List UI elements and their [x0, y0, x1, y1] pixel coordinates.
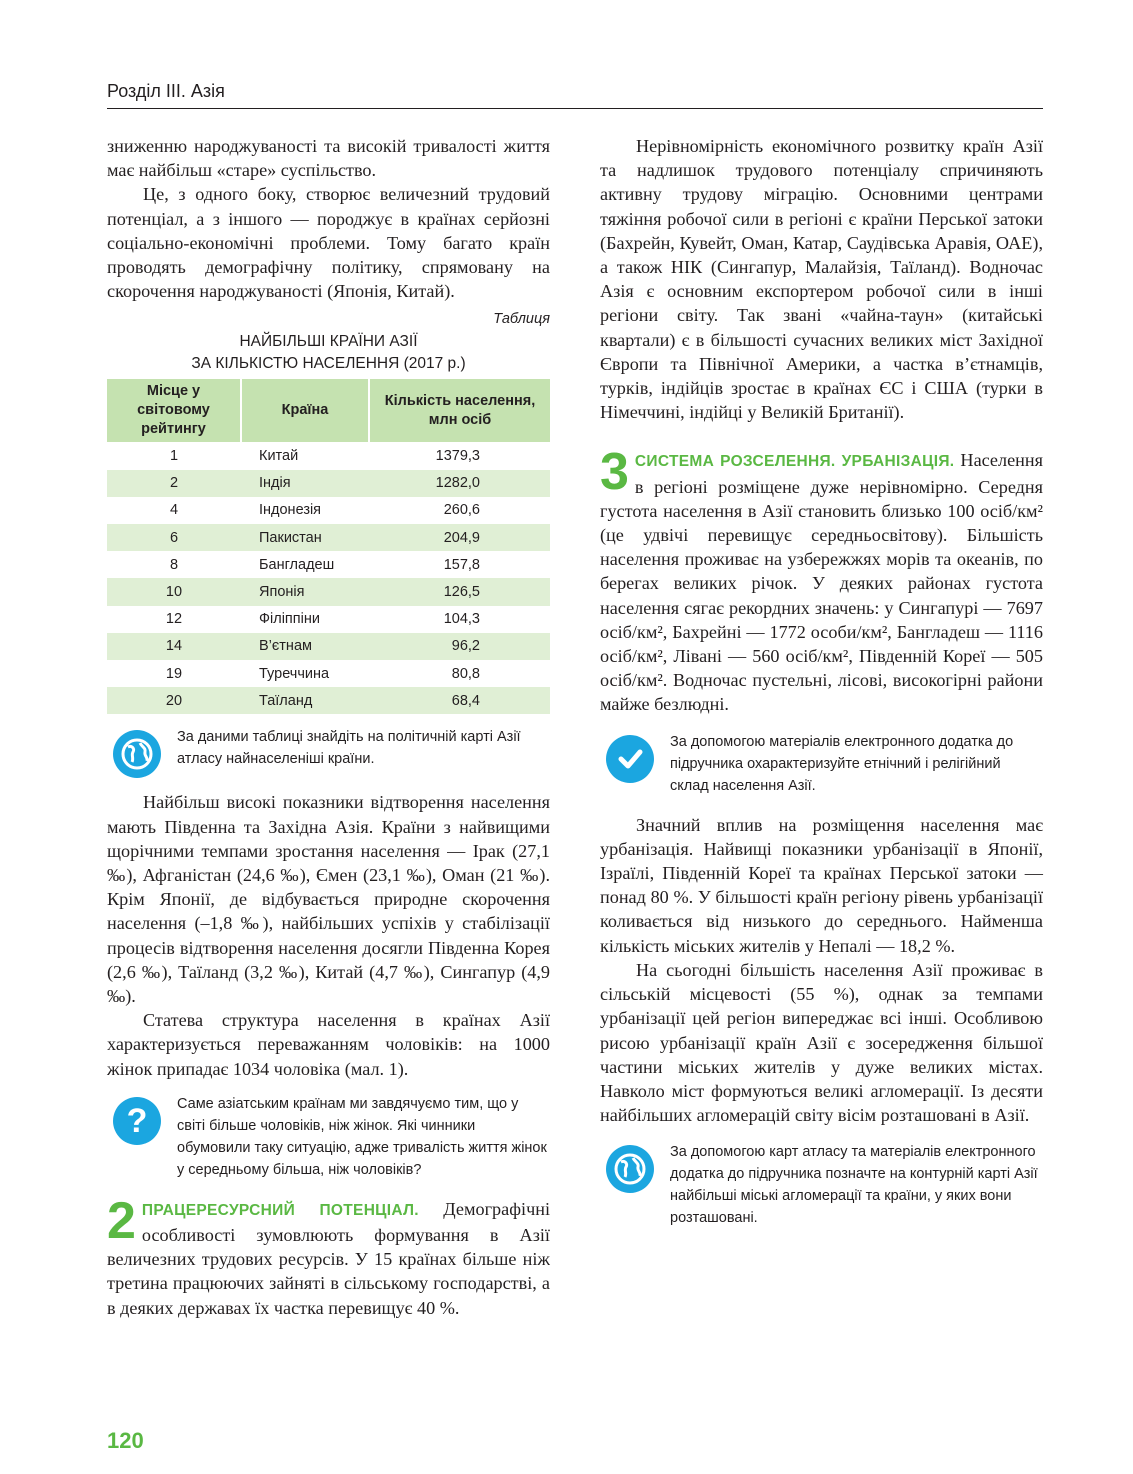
cell-country: Пакистан [241, 524, 369, 551]
section-2 [107, 1191, 550, 1320]
header-title: Розділ ІІІ. Азія [107, 81, 225, 101]
check-icon [606, 735, 654, 783]
cell-country: Індонезія [259, 502, 322, 519]
note-text: За допомогою матеріалів електронного додатка до підручника охарактеризуйте етнічний і релігійний склад населення Азії. [670, 733, 1014, 794]
cell-rank: 4 [169, 502, 179, 519]
cell-country: Бангладеш [259, 556, 335, 573]
cell-rank: 8 [169, 556, 179, 573]
cell-population: 260,6 [443, 502, 480, 519]
globe-icon [606, 1145, 654, 1193]
cell-population: 1282,0 [369, 470, 550, 497]
cell-population: 126,5 [369, 578, 550, 605]
table-row [107, 687, 550, 714]
cell-population: 104,3 [443, 611, 480, 628]
right-paragraph-1: Нерівномірність економічного розвитку країн Азії та надлишок трудового потенціалу спричиняють активну трудову міграцію. Основними центрами тяжіння робочої сили в регіоні є країни Перської затоки (Бахрейн, Кувейт, Оман, Катар, Саудівська Аравія, ОАЕ), а також НІК (Сингапур, Малайзія, Таїланд). Водночас Азія є основним експортером робочої сили в інші регіони світу. Так звані «чайна-таун» (китайські квартали) є в більшості сучасних великих міст Західної Європи та Північної Америки, а частка в’єтнамців, турків, індійців зростає в країнах ЄС і США (турки в Німеччині, індійці у Великій Британії). [600, 136, 1043, 423]
cell-rank: 2 [107, 470, 241, 497]
table-row [107, 578, 550, 605]
table-title-line-2: ЗА КІЛЬКІСТЮ НАСЕЛЕННЯ (2017 р.) [191, 355, 466, 373]
table-header-population: Кількість населення, млн осіб [369, 379, 550, 442]
cell-rank: 10 [107, 578, 241, 605]
cell-rank: 6 [107, 524, 241, 551]
section-3 [600, 443, 1043, 716]
section-heading: СИСТЕМА РОЗСЕЛЕННЯ. УРБАНІЗАЦІЯ. [634, 453, 955, 471]
note-check [600, 731, 1043, 797]
note-globe-2 [600, 1141, 1043, 1229]
cell-country: В’єтнам [241, 633, 369, 660]
table-header-rank: Місце у світовому рейтингу [107, 379, 241, 442]
cell-country: Філіппіни [259, 611, 320, 628]
cell-population: 1379,3 [435, 448, 480, 465]
left-paragraph-2: Це, з одного боку, створює величезний трудовий потенціал, а з іншого — породжує в країнах серйозні соціально-економічні проблеми. Тому багато країн проводять демографічну політику, спрямовану на скорочення народжуваності (Японія, Китай). [107, 184, 550, 302]
section-2-text [107, 1191, 550, 1320]
table-row [107, 551, 550, 578]
table-title-line-1: НАЙБІЛЬШІ КРАЇНИ АЗІЇ [239, 333, 418, 351]
section-body: Населення в регіоні розміщене дуже нерівномірно. Середня густота населення в Азії становить близько 100 осіб/км² (це удвічі перевищує середньосвітову). Більшість населення проживає на узбережжях морів та океанів, по берегах великих річок. У деяких районах густота населення сягає рекордних значень: у Сингапурі — 7697 осіб/км², Бахрейні — 1772 особи/км², Бангладеш — 1116 осіб/км², Лівані — 560 осіб/км², Південній Кореї — 505 осіб/км². Водночас пустельні, лісові, високогірні райони майже безлюдні. [600, 450, 1043, 715]
section-3-text [600, 443, 1043, 716]
note-question [107, 1093, 550, 1181]
table-header-row [107, 379, 550, 442]
table-row [107, 524, 550, 551]
note-globe-1 [107, 726, 550, 778]
table-row [107, 606, 550, 633]
cell-population: 68,4 [369, 687, 550, 714]
globe-icon [113, 730, 161, 778]
section-body: Демографічні особливості зумовлюють формування в Азії величезних трудових ресурсів. У 15 країнах більше ніж третина працюючих зайняті в сільському господарстві, а в деяких державах їх частка перевищує 40 %. [107, 1198, 550, 1318]
cell-population: 204,9 [369, 524, 550, 551]
left-column [107, 134, 550, 1320]
left-paragraph-4: Статева структура населення в країнах Азії характеризується переважанням чоловіків: на 1000 жінок припадає 1034 чоловіка (мал. 1). [107, 1010, 550, 1079]
cell-rank: 12 [165, 611, 183, 628]
left-paragraph-3: Найбільш високі показники відтворення населення мають Південна та Західна Азія. Країни з найвищими щорічними темпами зростання населення — Ірак (27,1 ‰), Афганістан (24,6 ‰), Ємен (23,1 ‰), Оман (21 ‰). Крім Японії, де відбувається природне скорочення населення (–1,8 ‰), найбільших успіхів у стабілізації процесів відтворення населення досягли Південна Корея (2,6 ‰), Таїланд (3,2 ‰), Китай (4,7 ‰), Сингапур (4,9 ‰). [107, 792, 550, 1006]
page-number: 120 [107, 1428, 144, 1453]
cell-population: 80,8 [451, 665, 480, 682]
section-number: 2 [107, 1191, 136, 1250]
cell-rank: 1 [169, 448, 179, 465]
table-label: Таблиця [493, 311, 550, 328]
table-title [107, 331, 550, 375]
table-row [107, 470, 550, 497]
table-row [107, 497, 550, 524]
table-header-country: Країна [241, 379, 369, 442]
note-text: За даними таблиці знайдіть на політичній карті Азії атласу найнаселеніші країни. [177, 729, 521, 768]
section-heading: ПРАЦЕРЕСУРСНИЙ ПОТЕНЦІАЛ. [141, 1201, 419, 1219]
right-paragraph-3: На сьогодні більшість населення Азії проживає в сільській місцевості (55 %), однак за темпами урбанізації цей регіон випереджає всі інші. Особливою рисою урбанізації країн Азії є зосередження більшої частини міських жителів у дуже великих містах. Навколо міст формуються великі агломерації. Із десяти найбільших агломерацій світу вісім розташовані в Азії. [600, 959, 1043, 1126]
cell-country: Індія [241, 470, 369, 497]
table-row [107, 442, 550, 469]
cell-rank: 14 [107, 633, 241, 660]
page-header [107, 78, 1043, 109]
cell-population: 96,2 [369, 633, 550, 660]
right-paragraph-2: Значний вплив на розміщення населення має урбанізація. Найвищі показники урбанізації в Японії, Ізраїлі, Південній Кореї та країнах Перської затоки — понад 80 %. У більшості країн регіону рівень урбанізації коливається від низького до середнього. Найменша кількість міських жителів у Непалі — 18,2 %. [600, 814, 1043, 956]
table-row [107, 660, 550, 687]
cell-country: Туреччина [259, 665, 330, 682]
left-paragraph-1: зниженню народжуваності та високій тривалості життя має найбільш «старе» суспільство. [107, 136, 550, 181]
note-text: Саме азіатським країнам ми завдячуємо тим, що у світі більше чоловіків, ніж жінок. Які чинники обумовили таку ситуацію, адже тривалість життя жінок у середньому більша, ніж чоловіків? [177, 1095, 547, 1178]
cell-rank: 19 [165, 665, 183, 682]
cell-rank: 20 [107, 687, 241, 714]
cell-population: 157,8 [443, 556, 480, 573]
question-icon: ? [113, 1097, 161, 1145]
note-text: За допомогою карт атласу та матеріалів електронного додатка до підручника позначте на контурній карті Азії найбільші міські агломерації та країни, у яких вони розташовані. [670, 1144, 1038, 1227]
cell-country: Китай [259, 448, 299, 465]
population-table [107, 379, 550, 714]
cell-country: Японія [241, 578, 369, 605]
right-column [600, 134, 1043, 1241]
section-number: 3 [600, 443, 629, 502]
table-row [107, 633, 550, 660]
cell-country: Таїланд [241, 687, 369, 714]
